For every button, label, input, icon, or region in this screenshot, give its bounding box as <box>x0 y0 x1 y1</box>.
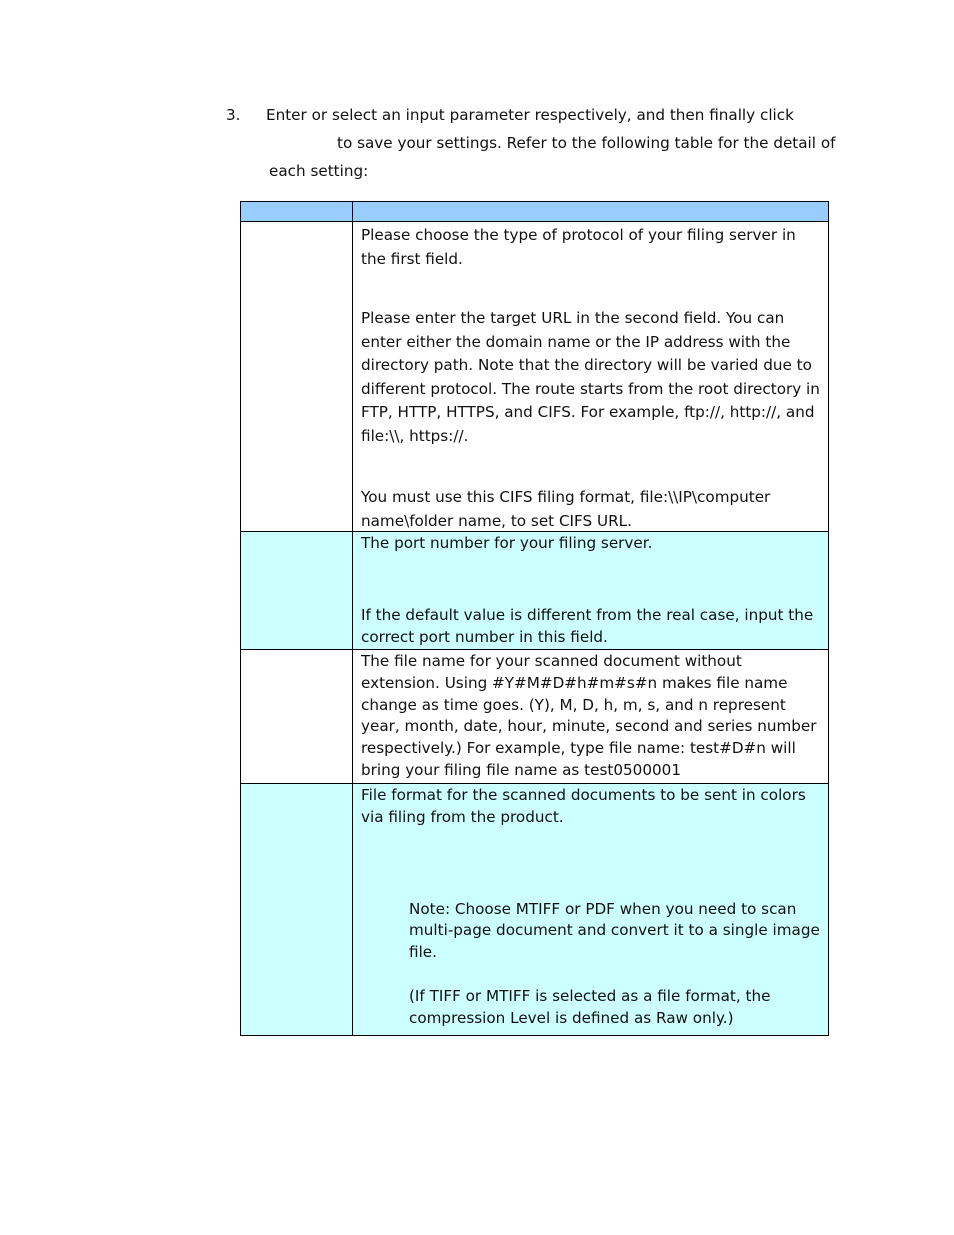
table-header-row <box>241 202 829 222</box>
setting-name-cell <box>241 222 353 532</box>
setting-description-cell <box>353 784 829 1036</box>
table-row <box>241 532 829 650</box>
setting-name-cell <box>241 784 353 1036</box>
step-line-3: each setting: <box>269 162 369 180</box>
settings-table <box>240 201 829 1036</box>
step-number: 3. <box>226 106 241 124</box>
table-row <box>241 784 829 1036</box>
description-paragraph: Please choose the type of protocol of your filing server in the first field. <box>361 226 796 268</box>
note-paragraph: Note: Choose MTIFF or PDF when you need to scan multi-page document and convert it to a single image file. <box>409 899 820 962</box>
description-paragraph: You must use this CIFS filing format, file:\\IP\computer name\folder name, to set CIFS URL. <box>361 488 771 530</box>
header-description <box>353 202 829 222</box>
setting-name-cell <box>241 532 353 650</box>
description-paragraph: If the default value is different from the real case, input the correct port number in this field. <box>361 605 814 646</box>
description-paragraph: The port number for your filing server. <box>361 534 653 552</box>
note-paragraph: (If TIFF or MTIFF is selected as a file format, the compression Level is defined as Raw only.) <box>409 986 771 1027</box>
setting-name-cell <box>241 650 353 784</box>
header-setting <box>241 202 353 222</box>
setting-description-cell <box>353 532 829 650</box>
description-paragraph: The file name for your scanned document without extension. Using #Y#M#D#h#m#s#n makes file name change as time goes. (Y), M, D, h, m, s, and n represent year, month, date, hour, minute, second and series number respectively.) For example, type file name: test#D#n will bring your filing file name as test0500001 <box>361 652 817 779</box>
description-paragraph: Please enter the target URL in the second field. You can enter either the domain name or the IP address with the directory path. Note that the directory will be varied due to different protocol. The route starts from the root directory in FTP, HTTP, HTTPS, and CIFS. For example, ftp://, http://, and file:\\, https://. <box>361 309 820 445</box>
step-line-2: to save your settings. Refer to the following table for the detail of <box>337 134 836 152</box>
table-row <box>241 222 829 532</box>
setting-description-cell <box>353 222 829 532</box>
step-text-1: Enter or select an input parameter respectively, and then finally click <box>266 106 794 124</box>
step-line-1 <box>226 106 794 124</box>
description-paragraph: File format for the scanned documents to be sent in colors via filing from the product. <box>361 786 806 826</box>
table-row <box>241 650 829 784</box>
setting-description-cell <box>353 650 829 784</box>
